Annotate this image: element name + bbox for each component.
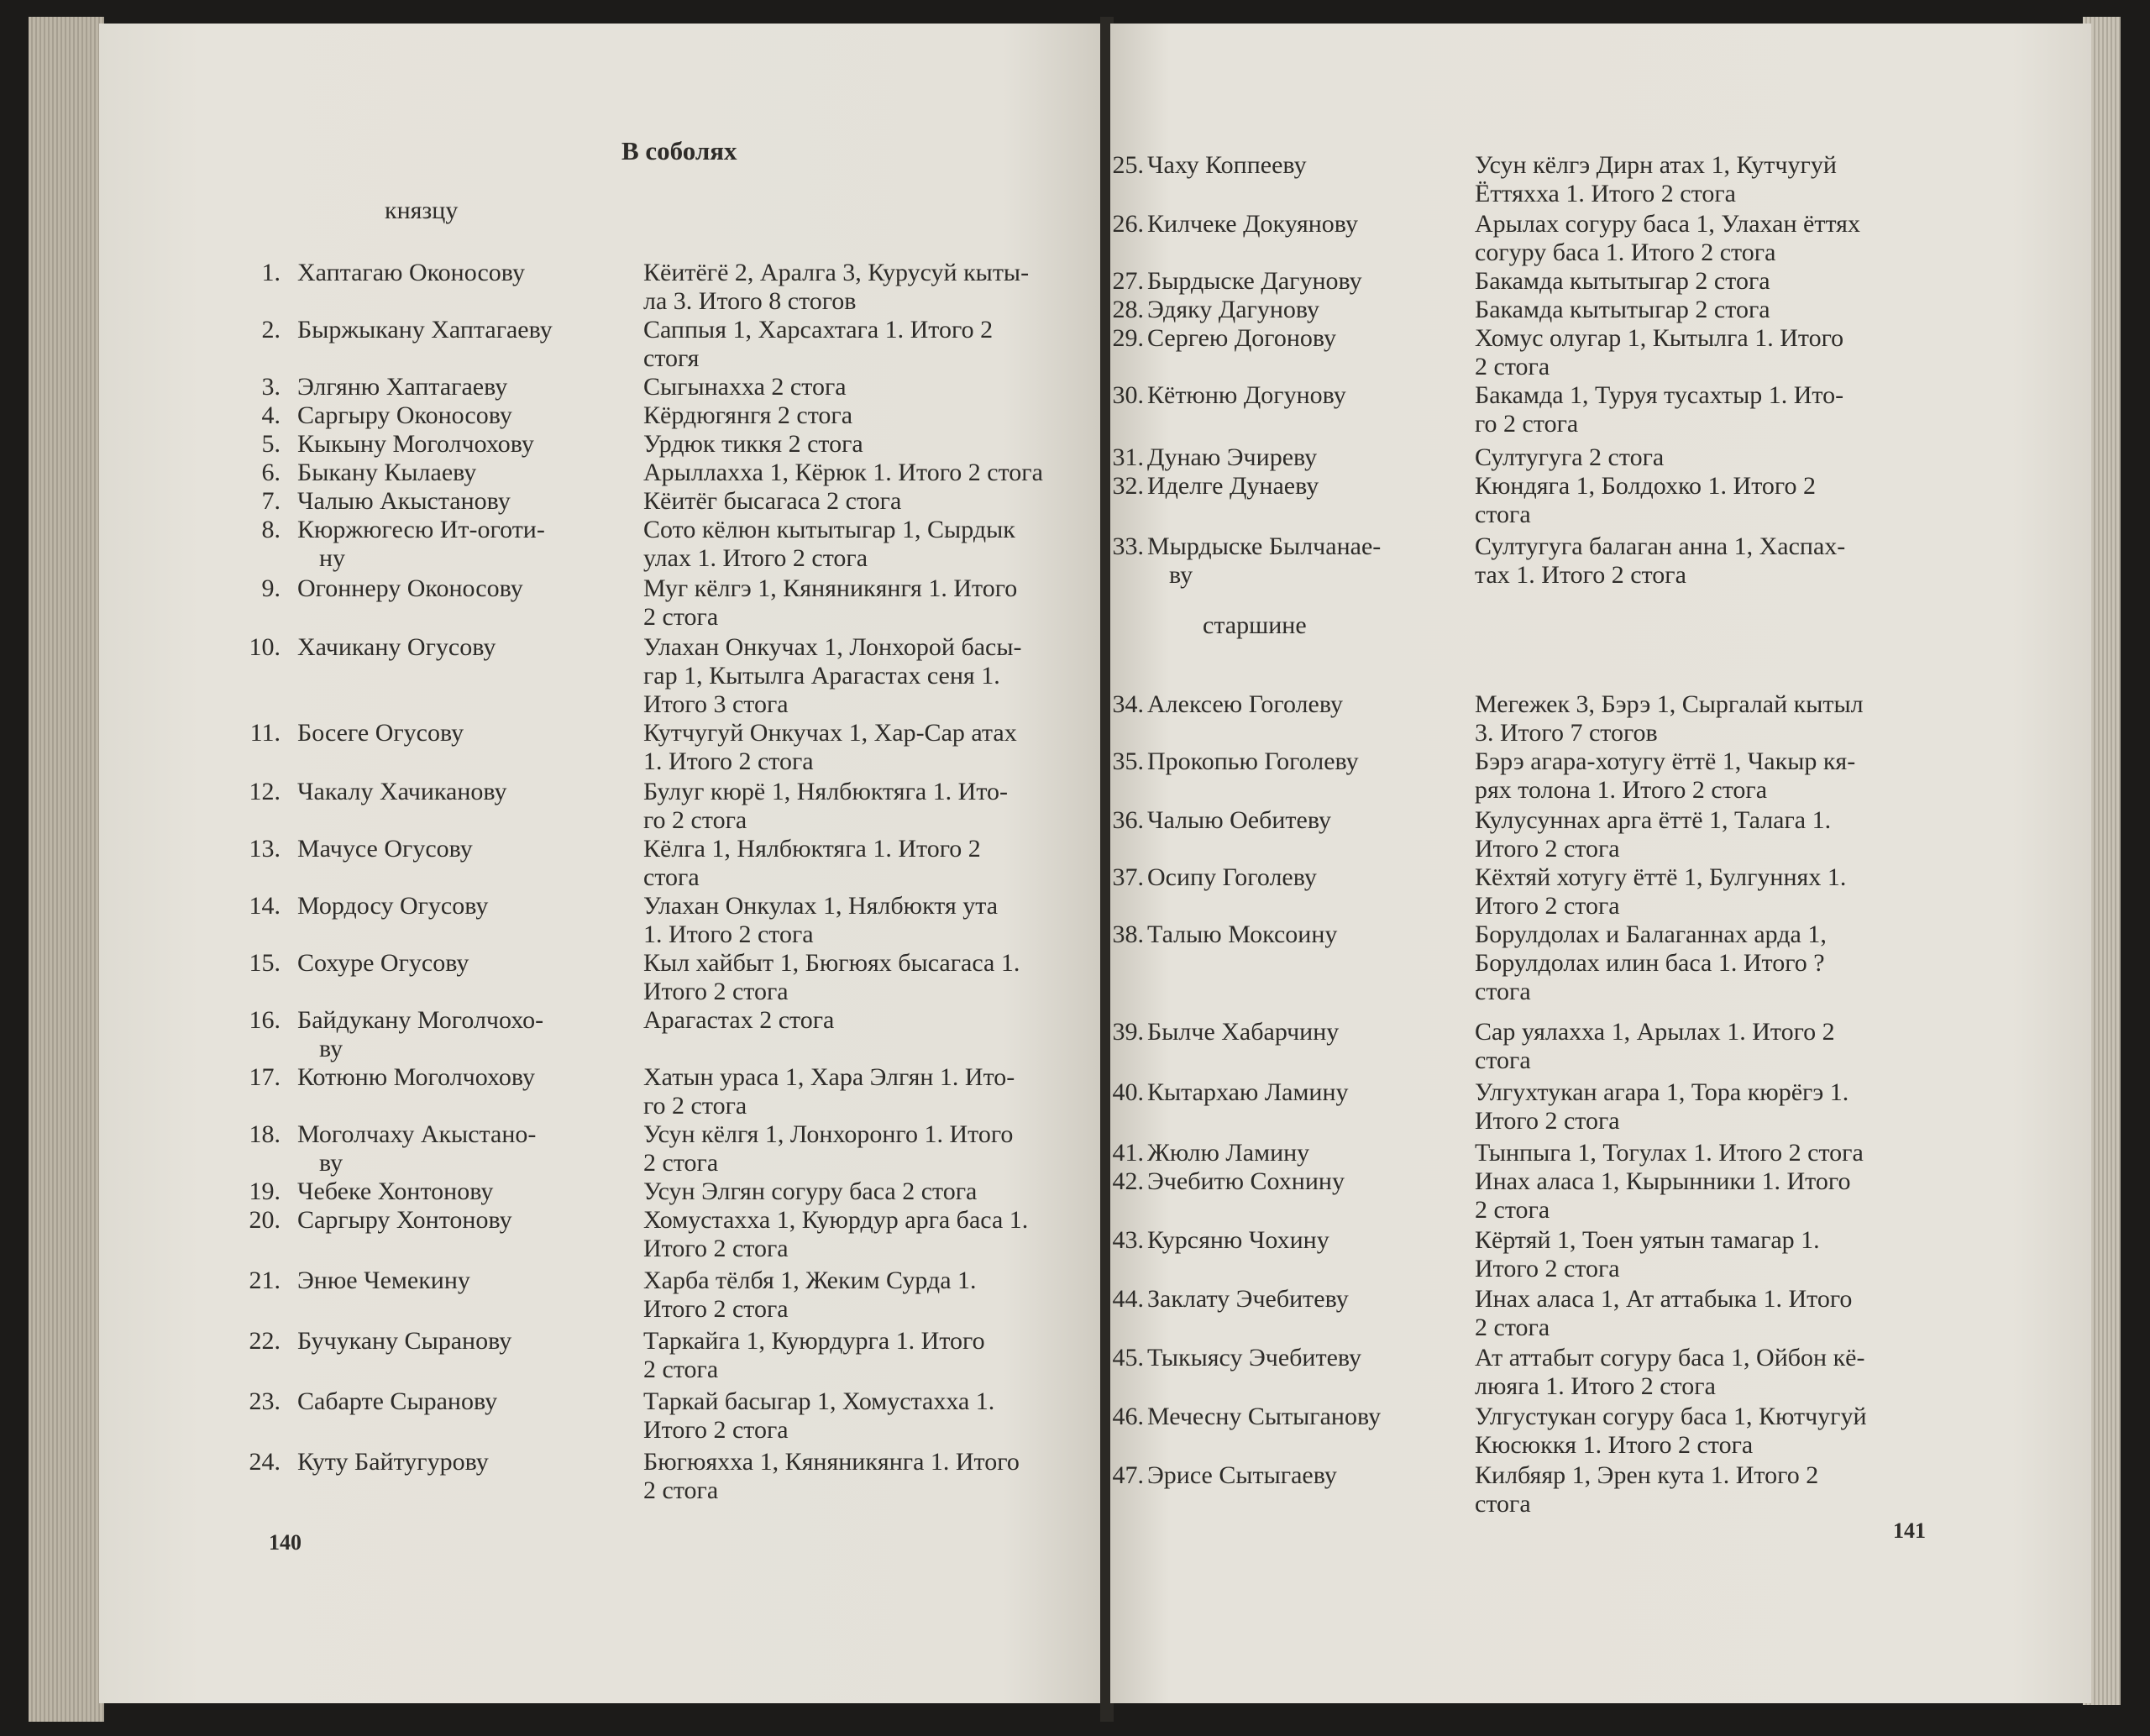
- entry-number: 39.: [1112, 1018, 1144, 1046]
- entry-name: Кытархаю Ламину: [1147, 1078, 1349, 1106]
- entry-name: Заклату Эчебитеву: [1147, 1285, 1349, 1313]
- entry-hay-text: Тынпыга 1, Тогулах 1. Итого 2 стога: [1475, 1139, 1864, 1167]
- entry-name: Хачикану Огусову: [297, 633, 496, 661]
- entry-name: Босеге Огусову: [297, 719, 464, 747]
- entry-hay-text: Кёлга 1, Нялбюктяга 1. Итого 2: [643, 835, 981, 863]
- entry-number: 16.: [249, 1006, 281, 1034]
- entry-name: ну: [319, 544, 346, 572]
- entry-number: 8.: [261, 516, 281, 543]
- entry-name: Эчебитю Сохнину: [1147, 1167, 1345, 1195]
- entry-hay-text: стога: [1475, 1046, 1531, 1074]
- entry-name: Саргыру Оконосову: [297, 401, 512, 429]
- entry-number: 41.: [1112, 1139, 1144, 1167]
- entry-number: 4.: [261, 401, 281, 429]
- entry-hay-text: го 2 стога: [1475, 410, 1579, 438]
- entry-hay-text: Кюндяга 1, Болдохко 1. Итого 2: [1475, 472, 1816, 500]
- entry-name: Эдяку Дагунову: [1147, 296, 1320, 323]
- entry-number: 44.: [1112, 1285, 1144, 1313]
- entry-hay-text: Улахан Онкулах 1, Нялбюктя ута: [643, 892, 999, 920]
- entry-number: 25.: [1112, 151, 1144, 179]
- entry-number: 5.: [261, 430, 281, 458]
- entry-name: Былче Хабарчину: [1147, 1018, 1340, 1046]
- entry-name: Прокопью Гоголеву: [1147, 747, 1359, 775]
- entry-hay-text: Итого 2 стога: [643, 978, 789, 1005]
- entry-hay-text: Арагастах 2 стога: [643, 1006, 835, 1034]
- entry-name: ву: [1169, 561, 1193, 589]
- entry-number: 7.: [261, 487, 281, 515]
- entry-hay-text: 2 стога: [643, 1476, 719, 1504]
- entry-hay-text: Итого 2 стога: [1475, 1255, 1620, 1282]
- entry-hay-text: ла 3. Итого 8 стогов: [643, 287, 857, 315]
- entry-name: Чалыю Оебитеву: [1147, 806, 1331, 834]
- entry-hay-text: Кёрдюгянгя 2 стога: [643, 401, 853, 429]
- entry-number: 17.: [249, 1063, 281, 1091]
- book-page-edges-left: [29, 17, 104, 1722]
- entry-number: 40.: [1112, 1078, 1144, 1106]
- section-heading: В соболях: [621, 136, 737, 165]
- entry-hay-text: Кюсюккя 1. Итого 2 стога: [1475, 1431, 1754, 1459]
- entry-hay-text: Харба тёлбя 1, Жеким Сурда 1.: [643, 1267, 977, 1294]
- entry-number: 1.: [261, 259, 281, 286]
- entry-hay-text: Хомус олугар 1, Кытылга 1. Итого: [1475, 324, 1844, 352]
- entry-hay-text: Усун кёлгэ Дирн атах 1, Кутчугуй: [1475, 151, 1837, 179]
- entry-name: Быржыкану Хаптагаеву: [297, 316, 553, 344]
- entry-number: 27.: [1112, 267, 1144, 295]
- entry-name: ву: [319, 1035, 343, 1062]
- entry-name: ву: [319, 1149, 343, 1177]
- entry-number: 47.: [1112, 1461, 1144, 1489]
- entry-hay-text: Инах аласа 1, Ат аттабыка 1. Итого: [1475, 1285, 1853, 1313]
- entry-hay-text: стога: [1475, 978, 1531, 1005]
- entry-hay-text: Кёитёг бысагаса 2 стога: [643, 487, 902, 515]
- entry-name: Осипу Гоголеву: [1147, 863, 1317, 891]
- entry-name: Элгяню Хаптагаеву: [297, 373, 508, 401]
- entry-hay-text: 2 стога: [1475, 353, 1550, 380]
- entry-number: 12.: [249, 778, 281, 805]
- entry-name: Дунаю Эчиреву: [1147, 443, 1318, 471]
- entry-hay-text: Султугуга балаган анна 1, Хаспах-: [1475, 532, 1846, 560]
- right-page: [1110, 24, 2091, 1703]
- entry-hay-text: Саппыя 1, Харсахтага 1. Итого 2: [643, 316, 994, 344]
- entry-hay-text: Сото кёлюн кытытыгар 1, Сырдык: [643, 516, 1015, 543]
- entry-number: 9.: [261, 574, 281, 602]
- entry-number: 22.: [249, 1327, 281, 1355]
- entry-name: Курсяню Чохину: [1147, 1226, 1329, 1254]
- entry-hay-text: Улахан Онкучах 1, Лонхорой басы-: [643, 633, 1022, 661]
- entry-hay-text: Ёттяхха 1. Итого 2 стога: [1475, 180, 1736, 207]
- entry-hay-text: Бюгюяхха 1, Кяняникянга 1. Итого: [643, 1448, 1020, 1476]
- entry-number: 28.: [1112, 296, 1144, 323]
- entry-hay-text: согуру баса 1. Итого 2 стога: [1475, 239, 1776, 266]
- entry-hay-text: 1. Итого 2 стога: [643, 920, 814, 948]
- entry-hay-text: 3. Итого 7 стогов: [1475, 719, 1658, 747]
- entry-number: 24.: [249, 1448, 281, 1476]
- entry-name: Мачусе Огусову: [297, 835, 473, 863]
- entry-hay-text: улах 1. Итого 2 стога: [643, 544, 868, 572]
- entry-hay-text: Итого 2 стога: [643, 1295, 789, 1323]
- entry-hay-text: гар 1, Кытылга Арагастах сеня 1.: [643, 662, 1000, 690]
- entry-hay-text: Арылах согуру баса 1, Улахан ёттях: [1475, 210, 1860, 238]
- entry-hay-text: люяга 1. Итого 2 стога: [1475, 1372, 1716, 1400]
- entry-hay-text: Сыгынахха 2 стога: [643, 373, 847, 401]
- entry-hay-text: Борулдолах илин баса 1. Итого ?: [1475, 949, 1825, 977]
- entry-hay-text: Улгухтукан агара 1, Тора кюрёгэ 1.: [1475, 1078, 1849, 1106]
- entry-number: 33.: [1112, 532, 1144, 560]
- entry-name: Чалыю Акыстанову: [297, 487, 511, 515]
- entry-hay-text: Кутчугуй Онкучах 1, Хар-Сар атах: [643, 719, 1017, 747]
- entry-hay-text: Итого 2 стога: [1475, 892, 1620, 920]
- entry-name: Быкану Кылаеву: [297, 459, 477, 486]
- entry-number: 35.: [1112, 747, 1144, 775]
- entry-name: Килчеке Докуянову: [1147, 210, 1358, 238]
- entry-name: Бырдыске Дагунову: [1147, 267, 1362, 295]
- entry-hay-text: стога: [1475, 1490, 1531, 1518]
- entry-name: Иделге Дунаеву: [1147, 472, 1319, 500]
- entry-hay-text: Килбяяр 1, Эрен кута 1. Итого 2: [1475, 1461, 1819, 1489]
- subheading-knyaztsu: князцу: [385, 197, 459, 224]
- entry-name: Кыкыну Моголчохову: [297, 430, 534, 458]
- entry-hay-text: тах 1. Итого 2 стога: [1475, 561, 1686, 589]
- entry-hay-text: 2 стога: [643, 1149, 719, 1177]
- entry-number: 42.: [1112, 1167, 1144, 1195]
- entry-number: 15.: [249, 949, 281, 977]
- entry-number: 3.: [261, 373, 281, 401]
- entry-name: Жюлю Ламину: [1147, 1139, 1310, 1167]
- entry-number: 30.: [1112, 381, 1144, 409]
- entry-name: Мырдыске Былчанае-: [1147, 532, 1382, 560]
- entry-number: 31.: [1112, 443, 1144, 471]
- entry-name: Энюе Чемекину: [297, 1267, 470, 1294]
- page-number-right: 141: [1893, 1518, 1926, 1543]
- entry-number: 37.: [1112, 863, 1144, 891]
- entry-number: 11.: [249, 719, 281, 747]
- entry-name: Мечесну Сытыганову: [1147, 1403, 1382, 1430]
- entry-hay-text: Муг кёлгэ 1, Кяняникянгя 1. Итого: [643, 574, 1018, 602]
- entry-number: 14.: [249, 892, 281, 920]
- entry-hay-text: Кёртяй 1, Тоен уятын тамагар 1.: [1475, 1226, 1820, 1254]
- entry-hay-text: Хатын ураса 1, Хара Элгян 1. Ито-: [643, 1063, 1015, 1091]
- entry-hay-text: Итого 2 стога: [643, 1235, 789, 1262]
- entry-hay-text: Усун Элгян согуру баса 2 стога: [643, 1177, 978, 1205]
- entry-hay-text: Таркайга 1, Куюрдурга 1. Итого: [643, 1327, 985, 1355]
- entry-hay-text: 2 стога: [643, 603, 719, 631]
- entry-number: 29.: [1112, 324, 1144, 352]
- entry-hay-text: Султугуга 2 стога: [1475, 443, 1665, 471]
- entry-hay-text: Бэрэ агара-хотугу ёттё 1, Чакыр кя-: [1475, 747, 1856, 775]
- entry-name: Алексею Гоголеву: [1147, 690, 1343, 718]
- entry-hay-text: го 2 стога: [643, 1092, 747, 1120]
- entry-number: 45.: [1112, 1344, 1144, 1371]
- entry-hay-text: Булуг кюрё 1, Нялбюктяга 1. Ито-: [643, 778, 1009, 805]
- entry-name: Куту Байтугурову: [297, 1448, 489, 1476]
- entry-number: 18.: [249, 1120, 281, 1148]
- entry-name: Талыю Моксоину: [1147, 920, 1338, 948]
- entry-hay-text: Кёитёгё 2, Аралга 3, Курусуй кыты-: [643, 259, 1030, 286]
- entry-hay-text: 2 стога: [643, 1356, 719, 1383]
- entry-number: 13.: [249, 835, 281, 863]
- entry-number: 6.: [261, 459, 281, 486]
- entry-hay-text: Кулусуннах арга ёттё 1, Талага 1.: [1475, 806, 1832, 834]
- entry-hay-text: Арыллахха 1, Кёрюк 1. Итого 2 стога: [643, 459, 1043, 486]
- entry-name: Моголчаху Акыстано-: [297, 1120, 537, 1148]
- entry-hay-text: Усун кёлгя 1, Лонхоронго 1. Итого: [643, 1120, 1014, 1148]
- entry-hay-text: 1. Итого 2 стога: [643, 747, 814, 775]
- entry-hay-text: Кыл хайбыт 1, Бюгюях бысагаса 1.: [643, 949, 1020, 977]
- entry-name: Хаптагаю Оконосову: [297, 259, 525, 286]
- entry-name: Байдукану Моголчохо-: [297, 1006, 544, 1034]
- entry-name: Сохуре Огусову: [297, 949, 469, 977]
- page-number-left: 140: [269, 1530, 302, 1555]
- entry-number: 38.: [1112, 920, 1144, 948]
- entry-name: Чакалу Хачиканову: [297, 778, 507, 805]
- entry-name: Мордосу Огусову: [297, 892, 489, 920]
- entry-hay-text: Итого 3 стога: [643, 690, 789, 718]
- entry-hay-text: Сар уялахха 1, Арылах 1. Итого 2: [1475, 1018, 1835, 1046]
- entry-hay-text: Итого 2 стога: [1475, 835, 1620, 863]
- entry-hay-text: Борулдолах и Балаганнах арда 1,: [1475, 920, 1827, 948]
- entry-hay-text: Инах аласа 1, Кырынники 1. Итого: [1475, 1167, 1851, 1195]
- entry-hay-text: Бакамда кытытыгар 2 стога: [1475, 296, 1770, 323]
- entry-hay-text: Мегежек 3, Бэрэ 1, Сыргалай кытыл: [1475, 690, 1864, 718]
- entry-hay-text: 2 стога: [1475, 1314, 1550, 1341]
- entry-hay-text: стога: [1475, 501, 1531, 528]
- subheading-starshine: старшине: [1203, 611, 1307, 639]
- entry-name: Чаху Коппееву: [1147, 151, 1307, 179]
- entry-number: 34.: [1112, 690, 1144, 718]
- entry-hay-text: Хомустахха 1, Куюрдур арга баса 1.: [643, 1206, 1029, 1234]
- entry-name: Сергею Догонову: [1147, 324, 1337, 352]
- entry-number: 36.: [1112, 806, 1144, 834]
- entry-number: 26.: [1112, 210, 1144, 238]
- entry-name: Сабарте Сыранову: [297, 1387, 498, 1415]
- entry-name: Огоннеру Оконосову: [297, 574, 523, 602]
- entry-hay-text: 2 стога: [1475, 1196, 1550, 1224]
- entry-hay-text: стога: [643, 863, 700, 891]
- entry-number: 23.: [249, 1387, 281, 1415]
- entry-name: Бучукану Сыранову: [297, 1327, 512, 1355]
- entry-number: 32.: [1112, 472, 1144, 500]
- entry-hay-text: Бакамда кытытыгар 2 стога: [1475, 267, 1770, 295]
- entry-name: Тыкыясу Эчебитеву: [1147, 1344, 1362, 1371]
- entry-number: 43.: [1112, 1226, 1144, 1254]
- entry-name: Кюржюгесю Ит-оготи-: [297, 516, 545, 543]
- entry-hay-text: Кёхтяй хотугу ёттё 1, Булгуннях 1.: [1475, 863, 1847, 891]
- entry-hay-text: Итого 2 стога: [1475, 1107, 1620, 1135]
- entry-name: Кётюню Догунову: [1147, 381, 1346, 409]
- entry-hay-text: Бакамда 1, Туруя тусахтыр 1. Ито-: [1475, 381, 1844, 409]
- entry-hay-text: Урдюк тиккя 2 стога: [643, 430, 863, 458]
- entry-name: Чебеке Хонтонову: [297, 1177, 494, 1205]
- entry-hay-text: стогя: [643, 344, 700, 372]
- entry-number: 2.: [261, 316, 281, 344]
- entry-number: 19.: [249, 1177, 281, 1205]
- entry-number: 20.: [249, 1206, 281, 1234]
- entry-name: Котюню Моголчохову: [297, 1063, 536, 1091]
- entry-hay-text: Таркай басыгар 1, Хомустахха 1.: [643, 1387, 995, 1415]
- entry-name: Саргыру Хонтонову: [297, 1206, 512, 1234]
- entry-number: 10.: [249, 633, 281, 661]
- entry-hay-text: рях толона 1. Итого 2 стога: [1475, 776, 1768, 804]
- entry-hay-text: го 2 стога: [643, 806, 747, 834]
- entry-hay-text: Ат аттабыт согуру баса 1, Ойбон кё-: [1475, 1344, 1865, 1371]
- entry-hay-text: Улгустукан согуру баса 1, Кютчугуй: [1475, 1403, 1867, 1430]
- left-page: [99, 24, 1104, 1703]
- entry-name: Эрисе Сытыгаеву: [1147, 1461, 1337, 1489]
- entry-number: 46.: [1112, 1403, 1144, 1430]
- entry-number: 21.: [249, 1267, 281, 1294]
- entry-hay-text: Итого 2 стога: [643, 1416, 789, 1444]
